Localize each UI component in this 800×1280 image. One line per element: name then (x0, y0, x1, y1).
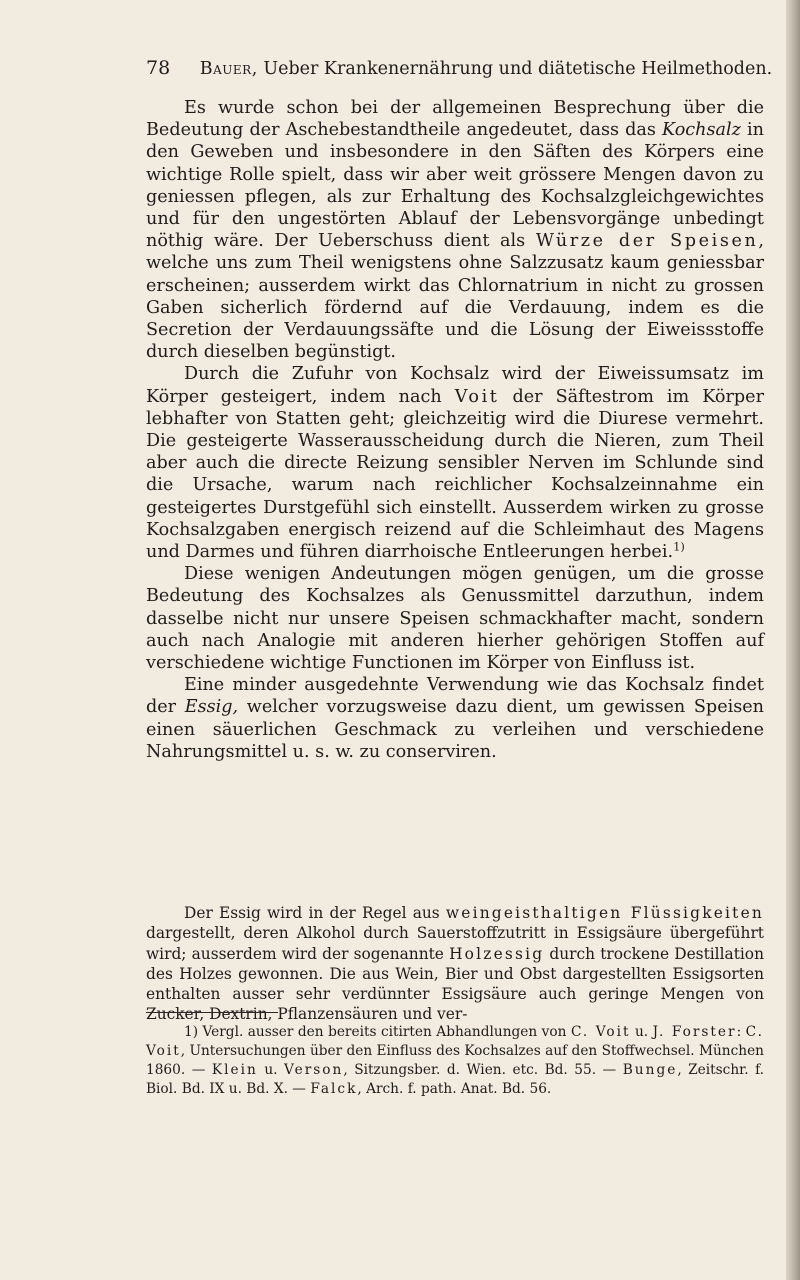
author-name: Falck (310, 1081, 358, 1097)
text-run: Eine minder ausgedehnte Verwendung wie das Kochsalz findet der (146, 675, 764, 718)
paragraph-3 (146, 563, 764, 674)
footnote (146, 1023, 764, 1099)
footnote-reference: 1) (673, 539, 685, 554)
text-run: Durch die Zufuhr von Kochsalz wird der Eiweissumsatz im Körper gesteigert, indem nach (146, 364, 764, 407)
author-name: Verson (284, 1062, 344, 1078)
text-run: durch trockene Destillation des Holzes gewonnen. Die aus Wein, Bier und Obst dargestellten Essigsorten enthalten ausser sehr verdünnter Essigsäure auch geringe Mengen von Zucker, Dextrin, Pflanzensäuren und ver- (146, 944, 764, 1024)
page-number: 78 (146, 57, 171, 79)
text-run: : (736, 1024, 746, 1040)
text-run: Vergl. ausser den bereits citirten Abhandlungen von (198, 1024, 571, 1040)
spaced-emphasis: Holzessig (449, 944, 545, 963)
footnote-divider (146, 1012, 278, 1013)
text-run: u. (630, 1024, 653, 1040)
spaced-emphasis: weingeisthaltigen Flüssigkeiten (445, 904, 764, 922)
paragraph-2 (146, 363, 764, 563)
text-run: in den Geweben und insbesondere in den Säften des Körpers eine wichtige Rolle spielt, dass wir aber weit grössere Mengen davon zu geniessen pflegen, als zur Erhaltung des Kochsalzgleichgewichtes und für den ungestörten Ablauf der Lebensvorgänge unbedingt nöthig wäre. Der Ueberschuss dient als (146, 120, 764, 252)
emphasis-essig: Essig, (184, 697, 239, 718)
author-name: C. Voit (146, 1024, 765, 1059)
header-title: Ueber Krankenernährung und diätetische Heilmethoden. (263, 59, 773, 79)
small-paragraph (146, 903, 764, 1025)
running-header (146, 57, 773, 79)
text-run: , Untersuchungen über den Einfluss des Kochsalzes auf den Stoffwechsel. München 1860. — (146, 1043, 764, 1078)
page-edge (786, 0, 800, 1280)
author-name: Klein (211, 1062, 258, 1078)
text-run: , Zeitschr. f. Biol. Bd. IX u. Bd. X. — (146, 1062, 764, 1097)
text-run: Diese wenigen Andeutungen mögen genügen, um die grosse Bedeutung des Kochsalzes als Genussmittel darzuthun, indem dasselbe nicht nur unsere Speisen schmackhafter macht, sondern auch nach Analogie mit anderen hierher gehörigen Stoffen auf verschiedene wichtige Functionen im Körper von Einfluss ist. (146, 564, 764, 674)
text-run: Der Essig wird in der Regel aus (184, 904, 446, 922)
small-print-text (146, 903, 764, 1025)
text-run: , Sitzungsber. d. Wien. etc. Bd. 55. — (343, 1062, 623, 1078)
footnote-mark: 1) (184, 1024, 199, 1040)
paragraph-4 (146, 674, 764, 763)
paragraph-1 (146, 97, 764, 363)
text-run: u. (257, 1062, 284, 1078)
author-name: Bunge (622, 1062, 678, 1078)
text-run: der Säftestrom im Körper lebhafter von Statten geht; gleichzeitig wird die Diurese vermehrt. Die gesteigerte Wasserausscheidung durch die Nieren, zum Theil aber auch die directe Reizung sensibler Nerven im Schlunde sind die Ursache, warum nach reichlicher Kochsalzeinnahme ein gesteigertes Durstgefühl sich einstellt. Ausserdem wirken zu grosse Kochsalzgaben energisch reizend auf die Schleimhaut des Magens und Darmes und führen diarrhoische Entleerungen herbei. (146, 386, 765, 563)
author-name-voit: Voit (454, 386, 500, 407)
author-name: C. Voit (570, 1024, 631, 1040)
text-run: , Arch. f. path. Anat. Bd. 56. (357, 1081, 552, 1097)
spaced-emphasis: Würze der Speisen (535, 231, 759, 252)
author-name: J. Forster (652, 1024, 737, 1040)
text-run: Es wurde schon bei der allgemeinen Besprechung über die Bedeutung der Aschebestandtheile angedeutet, dass das (146, 98, 764, 141)
text-run: dargestellt, deren Alkohol durch Sauerstoffzutritt in Essigsäure übergeführt wird; ausserdem wird der sogenannte (146, 924, 764, 963)
main-text (146, 97, 764, 763)
footnote-text (146, 1023, 764, 1099)
header-author: Bauer, (199, 59, 258, 79)
text-run: , welche uns zum Theil wenigstens ohne Salzzusatz kaum geniessbar erscheinen; ausserdem wirkt das Chlornatrium in nicht zu grossen Gaben sicherlich fördernd auf die Verdauung, indem es die Secretion der Verdauungssäfte und die Lösung der Eiweissstoffe durch dieselben begünstigt. (146, 231, 765, 363)
text-run: welcher vorzugsweise dazu dient, um gewissen Speisen einen säuerlichen Geschmack zu verleihen und verschiedene Nahrungsmittel u. s. w. zu conserviren. (146, 697, 765, 762)
emphasis-kochsalz: Kochsalz (662, 120, 741, 141)
